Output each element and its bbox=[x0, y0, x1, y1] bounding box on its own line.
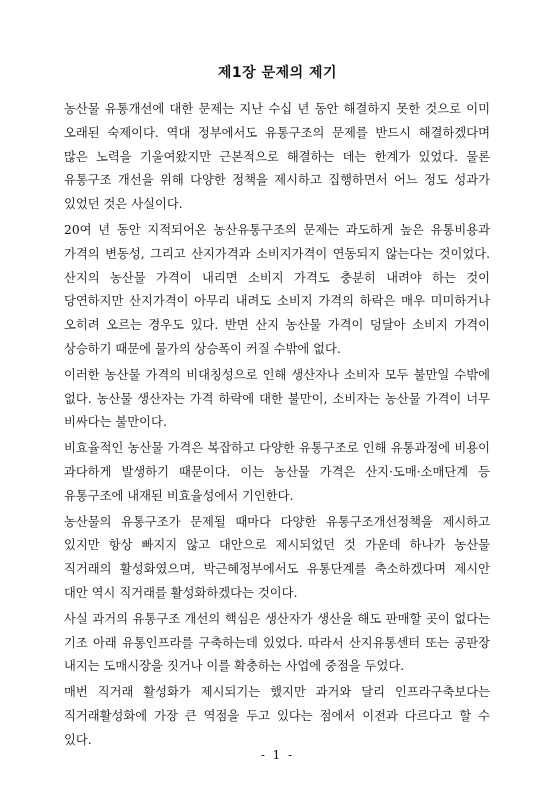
paragraph: 이러한 농산물 가격의 비대칭성으로 인해 생산자나 소비자 모두 불만일 수밖에 없다. 농산물 생산자는 가격 하락에 대한 불만이, 소비자는 농산물 가격이 너무 비싸다는 불만이다. bbox=[64, 367, 490, 430]
paragraph: 비효율적인 농산물 가격은 복잡하고 다양한 유통구조로 인해 유통과정에 비용이 과다하게 발생하기 때문이다. 이는 농산물 가격은 산지·도매·소매단계 등 유통구조에 내재된 비효율성에서 기인한다. bbox=[64, 441, 490, 503]
paragraph: 농산물 유통개선에 대한 문제는 지난 수십 년 동안 해결하지 못한 것으로 이미 오래된 숙제이다. 역대 정부에서도 유통구조의 문제를 반드시 해결하겠다며 많은 노력을 기울여왔지만 근본적으로 해결하는 데는 한계가 있었다. 물론 유통구조 개선을 위해 다양한 정책을 제시하고 집행하면서 어느 정도 성과가 있었던 것은 사실이다. bbox=[64, 102, 490, 212]
chapter-title: 제1장 문제의 제기 bbox=[217, 65, 338, 81]
paragraph: 20여 년 동안 지적되어온 농산유통구조의 문제는 과도하게 높은 유통비용과 가격의 변동성, 그리고 산지가격과 소비지가격이 연동되지 않는다는 것이었다. 산지의 농산물 가격이 내리면 소비지 가격도 충분히 내려야 하는 것이 당연하지만 산지가격이 아무리 내려도 소비지 가격의 하락은 매우 미미하거나 오히려 오르는 경우도 있다. 반면 산지 농산물 가격이 덩달아 소비지 가격이 상승하기 때문에 물가의 상승폭이 커질 수밖에 없다. bbox=[64, 222, 490, 356]
body-text bbox=[64, 98, 490, 755]
page-number: - 1 - bbox=[260, 748, 295, 762]
paragraph: 사실 과거의 유통구조 개선의 핵심은 생산자가 생산을 해도 판매할 곳이 없다는 기조 아래 유통인프라를 구축하는데 있었다. 따라서 산지유통센터 또는 공판장 내지는 도매시장을 짓거나 이를 확충하는 사업에 중점을 두었다. bbox=[64, 611, 490, 674]
paragraph: 매번 직거래 활성화가 제시되기는 했지만 과거와 달리 인프라구축보다는 직거래활성화에 가장 큰 역점을 두고 있다는 점에서 이전과 다르다고 할 수 있다. bbox=[64, 685, 490, 747]
paragraph: 농산물의 유통구조가 문제될 때마다 다양한 유통구조개선정책을 제시하고 있지만 항상 빠지지 않고 대안으로 제시되었던 것 가운데 하나가 농산물 직거래의 활성화였으며, 박근혜정부에서도 유통단계를 축소하겠다며 제시안 대안 역시 직거래를 활성화하겠다는 것이다. bbox=[64, 514, 490, 600]
